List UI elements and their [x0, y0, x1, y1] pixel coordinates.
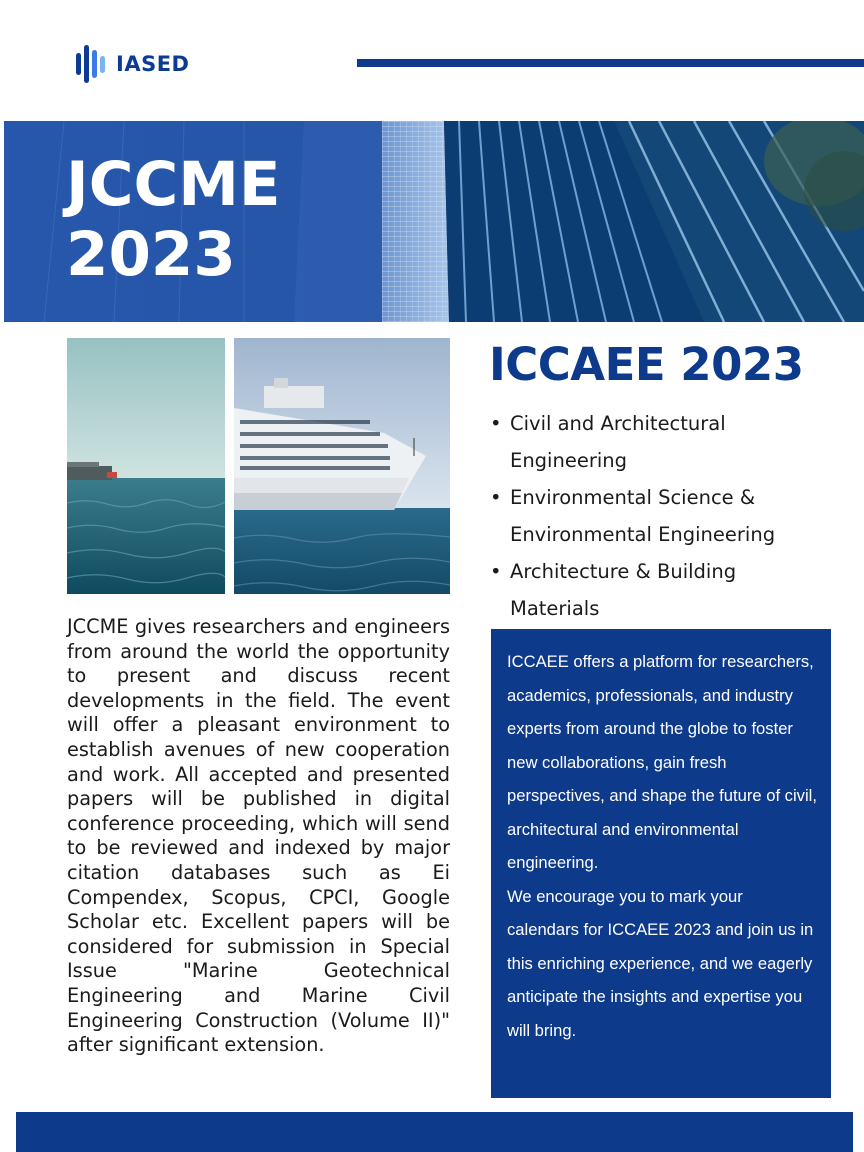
info-paragraph-1: ICCAEE offers a platform for researchers, academics, professionals, and industry experts from around the globe to foster new collaborations, gain fresh perspectives, and shape the future of civil, architectural and environmental engineering.: [507, 652, 817, 872]
iccaee-heading: ICCAEE 2023: [489, 338, 804, 391]
brand-name: IASED: [116, 52, 190, 76]
brand-logo: [76, 45, 189, 83]
jccme-description: JCCME gives researchers and engineers from around the world the opportunity to present and discuss recent developments in the field. The event will offer a pleasant environment to establish avenues of new cooperation and work. All accepted and presented papers will be published in digital conference proceeding, which will send to be reviewed and indexed by major citation databases such as Ei Compendex, Scopus, CPCI, Google Scholar etc. Excellent papers will be considered for submission in Special Issue "Marine Geotechnical Engineering and Marine Civil Engineering Construction (Volume II)" after significant extension.: [67, 615, 450, 1057]
footer-bar: [16, 1112, 853, 1152]
hero-title-line2: 2023: [66, 219, 236, 290]
iccaee-info-box: [491, 629, 831, 1098]
header-rule: [357, 59, 864, 67]
topic-list: [490, 405, 810, 627]
list-item: • Environmental Science & Environmental Engineering: [490, 479, 810, 553]
list-item: • Civil and Architectural Engineering: [490, 405, 810, 479]
sea-photo: [67, 338, 225, 594]
hero-title-line1: JCCME: [66, 149, 281, 220]
bar-chart-logo-icon: [76, 45, 108, 83]
info-paragraph-2: We encourage you to mark your calendars for ICCAEE 2023 and join us in this enriching experience, and we eagerly anticipate the insights and expertise you will bring.: [507, 886, 814, 1040]
hero-title: [66, 150, 281, 290]
cruise-photo: [234, 338, 450, 594]
cruise-ship-image: [234, 338, 450, 594]
list-item: • Architecture & Building Materials: [490, 553, 810, 627]
sea-ferry-image: [67, 338, 225, 594]
